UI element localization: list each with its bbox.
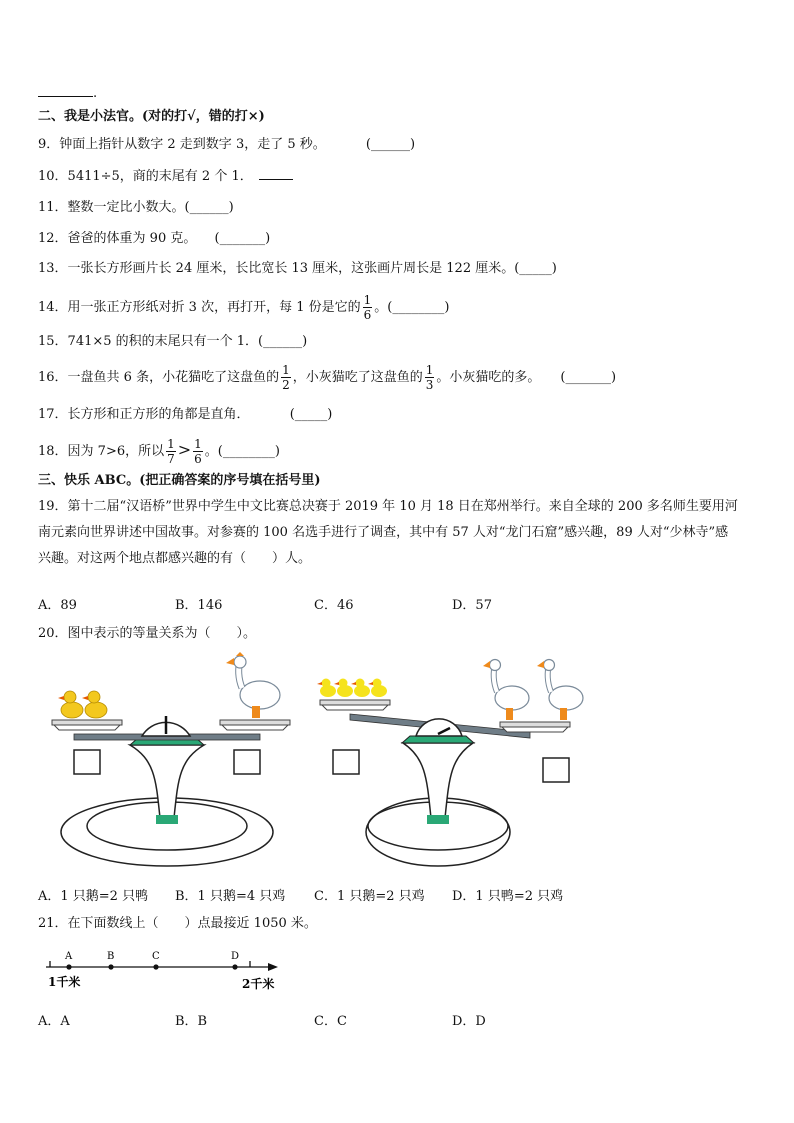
q14-numerator: 1 xyxy=(363,293,372,307)
q16-text-c: 。小灰猫吃的多。 xyxy=(436,370,541,385)
q9-text: 9．钟面上指针从数字 2 走到数字 3，走了 5 秒。 xyxy=(38,137,326,152)
chick-icon xyxy=(368,679,387,698)
duck-icon xyxy=(58,691,83,718)
q14-text-b: 。(________) xyxy=(374,300,450,315)
q14-fraction xyxy=(363,293,373,322)
question-12 xyxy=(38,230,270,248)
question-15: 15．741×5 的积的末尾只有一个 1．(______) xyxy=(38,334,308,349)
question-17 xyxy=(38,406,332,424)
top-blank-line xyxy=(38,84,97,103)
point-d xyxy=(232,964,237,969)
q19-option-b[interactable]: B．146 xyxy=(175,598,223,613)
q16-answer-blank: (_______) xyxy=(560,370,617,385)
question-20: 20．图中表示的等量关系为（ ）。 xyxy=(38,626,257,641)
right-scale xyxy=(317,660,583,867)
label-a: A xyxy=(65,951,73,962)
q19-line-2: 南元素向世界讲述中国故事。对参赛的 100 名选手进行了调查，其中有 57 人对“龙门石窟”感兴趣，89 人对“少林寺”感 xyxy=(38,525,729,540)
q18-numerator-2: 1 xyxy=(194,437,202,451)
q19-line-3: 兴趣。对这两个地点都感兴趣的有（ ）人。 xyxy=(38,551,312,566)
section-3-heading: 三、快乐 ABC。(把正确答案的序号填在括号里) xyxy=(38,473,321,488)
q14-text-a: 14．用一张正方形纸对折 3 次，再打开，每 1 份是它的 xyxy=(38,300,361,315)
question-11: 11．整数一定比小数大。(______) xyxy=(38,200,234,215)
q21-option-d[interactable]: D．D xyxy=(452,1014,486,1029)
question-14 xyxy=(38,288,449,328)
q18-gt: > xyxy=(177,440,192,459)
q18-fraction-1 xyxy=(166,437,176,466)
q20-option-b[interactable]: B．1 只鹅=4 只鸡 xyxy=(175,889,286,904)
q9-answer-blank: (______) xyxy=(365,137,416,152)
q17-answer-blank: (_____) xyxy=(289,407,333,422)
duck-icon xyxy=(82,691,107,718)
q18-denominator-1: 7 xyxy=(167,452,175,466)
q18-numerator-1: 1 xyxy=(167,437,175,451)
chick-icon xyxy=(351,679,370,698)
q20-option-a[interactable]: A．1 只鹅=2 只鸭 xyxy=(38,889,149,904)
label-start: 1千米 xyxy=(48,975,81,989)
number-line xyxy=(38,946,288,994)
q21-option-c[interactable]: C．C xyxy=(314,1014,347,1029)
left-scale xyxy=(52,652,290,866)
goose-icon xyxy=(226,652,280,718)
label-d: D xyxy=(231,951,240,962)
q16-denominator-2: 3 xyxy=(425,378,434,392)
q18-text-b: 。(________) xyxy=(204,444,280,459)
q21-option-b[interactable]: B．B xyxy=(175,1014,208,1029)
q17-text: 17．长方形和正方形的角都是直角． xyxy=(38,407,250,422)
q20-option-c[interactable]: C．1 只鹅=2 只鸡 xyxy=(314,889,425,904)
q21-option-a[interactable]: A．A xyxy=(38,1014,70,1029)
q10-text: 10．5411÷5，商的末尾有 2 个 1． xyxy=(38,169,253,184)
question-13: 13．一张长方形画片长 24 厘米，长比宽长 13 厘米，这张画片周长是 122 厘米。(_____) xyxy=(38,261,557,276)
question-19 xyxy=(38,494,760,572)
question-21: 21．在下面数线上（ ）点最接近 1050 米。 xyxy=(38,916,317,931)
q20-option-d[interactable]: D．1 只鸭=2 只鸡 xyxy=(452,889,564,904)
q19-option-a[interactable]: A．89 xyxy=(38,598,77,613)
scales-illustration xyxy=(30,650,610,870)
q12-text: 12．爸爸的体重为 90 克。 xyxy=(38,231,197,246)
q18-fraction-2 xyxy=(193,437,203,466)
top-period: . xyxy=(93,86,98,101)
label-end: 2千米 xyxy=(242,977,275,991)
goose-icon xyxy=(537,660,583,721)
q16-numerator-1: 1 xyxy=(282,363,290,377)
q19-option-d[interactable]: D．57 xyxy=(452,598,492,613)
section-2-heading: 二、我是小法官。(对的打√，错的打×) xyxy=(38,109,265,124)
q16-fraction-2 xyxy=(425,363,435,392)
chick-icon xyxy=(317,679,336,698)
q18-denominator-2: 6 xyxy=(194,452,202,466)
point-c xyxy=(153,964,158,969)
q16-text-b: ，小灰猫吃了这盘鱼的 xyxy=(292,370,423,385)
label-b: B xyxy=(107,951,115,962)
q16-text-a: 16．一盘鱼共 6 条，小花猫吃了这盘鱼的 xyxy=(38,370,280,385)
chick-icon xyxy=(334,679,353,698)
q19-option-c[interactable]: C．46 xyxy=(314,598,354,613)
label-c: C xyxy=(152,951,160,962)
q12-answer-blank: (_______) xyxy=(214,231,271,246)
q19-line-1: 19．第十二届“汉语桥”世界中学生中文比赛总决赛于 2019 年 10 月 18 日在郑州举行。来自全球的 200 多名师生要用河 xyxy=(38,499,738,514)
question-18 xyxy=(38,430,280,472)
q16-numerator-2: 1 xyxy=(425,363,434,377)
point-a xyxy=(66,964,71,969)
q16-fraction-1 xyxy=(281,363,291,392)
question-10 xyxy=(38,167,293,186)
goose-icon xyxy=(483,660,529,721)
q10-answer-blank xyxy=(259,167,293,180)
question-16 xyxy=(38,358,616,398)
q16-denominator-1: 2 xyxy=(282,378,290,392)
q18-text-a: 18．因为 7>6，所以 xyxy=(38,444,165,459)
point-b xyxy=(108,964,113,969)
q14-denominator: 6 xyxy=(363,308,372,322)
question-9 xyxy=(38,136,415,154)
